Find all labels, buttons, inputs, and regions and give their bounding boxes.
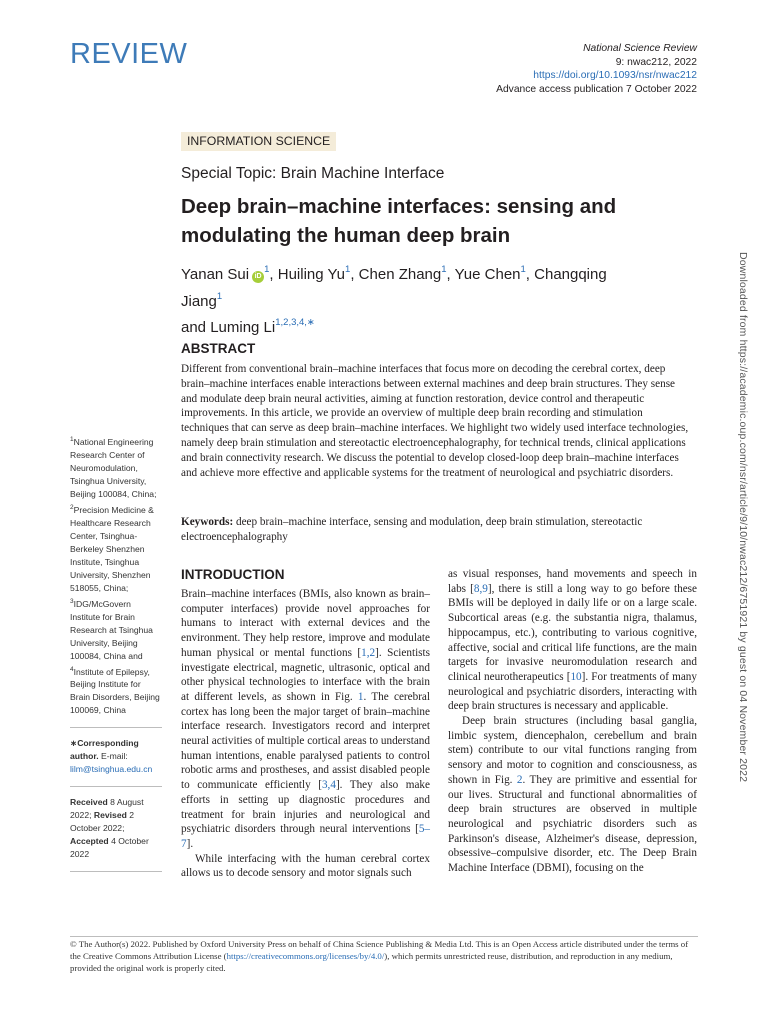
- paragraph: [448, 567, 697, 714]
- text-run: ].: [186, 837, 194, 850]
- author-name: and Luming Li: [181, 319, 276, 336]
- author-name: Huiling Yu: [277, 266, 346, 283]
- affiliation-marker[interactable]: 1,2,3,4,∗: [275, 317, 315, 328]
- affiliation-number: 2: [70, 503, 74, 511]
- journal-info: [496, 42, 697, 96]
- orcid-icon[interactable]: iD: [252, 271, 264, 283]
- keywords-label: Keywords:: [181, 516, 234, 528]
- section-heading: REVIEW: [70, 38, 188, 70]
- journal-name: National Science Review: [583, 43, 697, 54]
- author-list: Yanan Sui $iD^1$, Huiling Yu$^1$, Chen Zhang$^1$, Yue Chen$^1$, Changqing Jiang$^1$ and Luming $Li^{1,2,3,4,∗}$: [181, 264, 607, 336]
- license-text: ), which permits unrestricted reuse, distribution, and reproduction in any medium, provided the original work is properly cited.: [70, 951, 673, 974]
- special-topic: Special Topic: Brain Machine Interface: [181, 165, 445, 182]
- affiliation-marker[interactable]: 1: [441, 264, 447, 275]
- affiliation-marker[interactable]: 1: [216, 290, 223, 302]
- affiliation-text: National Engineering Research Center of Neuromodulation, Tsinghua University, Beijing 100084, China;: [70, 436, 157, 499]
- citation-link[interactable]: 10: [570, 670, 582, 683]
- text-run: Brain–machine interfaces (BMIs, also known as brain–computer interfaces) provide novel approaches for humans to interact with external devices and the environment. They help restore, improve and modulate human physical or mental functions [: [181, 588, 430, 659]
- sidebar-divider: [70, 727, 162, 728]
- affiliation-text: Institute of Epilepsy, Beijing Institute for Brain Disorders, Beijing 100069, China: [70, 666, 160, 716]
- text-run: ], there is still a long way to go before these BMIs will be deployed in daily life or on a large scale. Subcortical areas (e.g. the substantia nigra, thalamus, hippocampus, etc.), contributing to various cognitive, affective, social and critical life functions, are the main targets for invasive neuromodulation research and clinical neurotherapeutics [: [448, 582, 697, 683]
- citation-link[interactable]: 8,9: [473, 582, 488, 595]
- affiliation-text: Precision Medicine & Healthcare Research Center, Tsinghua-Berkeley Shenzhen Institute, Tsinghua University, Shenzhen 518055, China;: [70, 504, 154, 593]
- advance-access-date: Advance access publication 7 October 2022: [496, 83, 697, 95]
- text-run: ]. For treatments of many neurological and psychiatric disorders, interacting with deep brain structures is necessary and applicable.: [448, 670, 697, 713]
- citation-link[interactable]: 2: [516, 773, 523, 786]
- license-notice: [70, 938, 698, 975]
- paragraph: While interfacing with the human cerebral cortex allows us to decode sensory and motor signals such: [181, 852, 430, 880]
- email-link[interactable]: lilm@tsinghua.edu.cn: [70, 764, 153, 775]
- revised-label: Revised: [93, 810, 127, 821]
- author-name: Yue Chen: [454, 266, 521, 283]
- keywords: [181, 515, 693, 545]
- text-run: as visual responses, hand movements and speech in labs [: [448, 568, 697, 595]
- body-column-left: [181, 587, 430, 881]
- download-notice: Downloaded from https://academic.oup.com/nsr/article/9/10/nwac212/6751921 by guest on 04 November 2022: [737, 252, 749, 783]
- text-run: . They are primitive and essential for our lives. Structural and functional abnormalities of deep brain structures are observed in multiple neurological and psychiatric disorders such as Parkinson's disease, Alzheimer's disease, depression, obsessive–compulsive disorder, etc. The Deep Brain Machine Interface (DBMI), focusing on the: [448, 773, 697, 875]
- affiliation-text: IDG/McGovern Institute for Brain Research at Tsinghua University, Beijing 100084, China and: [70, 598, 153, 661]
- affiliation-marker[interactable]: 1: [345, 264, 351, 275]
- license-link[interactable]: https://creativecommons.org/licenses/by/4.0/: [226, 951, 385, 962]
- author-name: Yanan Sui: [181, 266, 250, 283]
- email-label: E-mail:: [101, 751, 128, 762]
- citation-link[interactable]: 1,2: [361, 646, 376, 659]
- citation: 9: nwac212, 2022: [615, 56, 697, 68]
- citation-link[interactable]: 1: [357, 690, 364, 703]
- footer-divider: [70, 936, 698, 937]
- accepted-label: Accepted: [70, 836, 109, 847]
- abstract-text: Different from conventional brain–machine interfaces that focus more on decoding the cerebral cortex, deep brain–machine interfaces enable interactions between external machines and deep brain structures. They sense and modulate deep brain neural activities, aiming at function restoration, device control and therapeutic improvements. In this article, we provide an overview of multiple deep brain recording and stimulation techniques that can serve as deep brain–machine interfaces. We highlight two widely used interface technologies, namely deep brain stimulation and stereotactic electroencephalography, for technical trends, clinical applications and brain connectivity research. We discuss the potential to develop closed-loop deep brain–machine interfaces and achieve more effective and applicable systems for the treatment of neurological and psychiatric disorders.: [181, 363, 689, 479]
- introduction-heading: INTRODUCTION: [181, 567, 285, 582]
- affiliation-number: 3: [70, 597, 74, 605]
- paragraph: [181, 587, 430, 852]
- article-title: Deep brain–machine interfaces: sensing and modulating the human deep brain: [181, 195, 617, 247]
- citation-link[interactable]: 3,4: [321, 779, 336, 792]
- affiliation-sidebar: [70, 433, 162, 881]
- affiliations: [70, 433, 162, 717]
- affiliation-marker[interactable]: 1: [520, 264, 526, 275]
- revised-date: 2 October 2022;: [70, 810, 135, 834]
- citation-link[interactable]: 5–7: [181, 823, 430, 850]
- paragraph: [448, 714, 697, 876]
- author-name: Changqing Jiang: [181, 266, 607, 310]
- accepted-date: 4 October 2022: [70, 836, 149, 860]
- received-date: 8 August 2022;: [70, 797, 144, 821]
- abstract-heading: ABSTRACT: [181, 341, 256, 356]
- affiliation-marker[interactable]: 1: [264, 264, 270, 275]
- body-column-right: [448, 567, 697, 876]
- history-dates: [70, 796, 162, 861]
- text-run: Deep brain structures (including basal ganglia, limbic system, diencephalon, cerebellum and brain stem) contribute to our vital functions ranging from sensory and motor to cognition and consciousness, as shown in Fig.: [448, 715, 697, 786]
- subject-tag: INFORMATION SCIENCE: [181, 132, 336, 151]
- license-text: © The Author(s) 2022. Published by Oxford University Press on behalf of China Science Publishing & Media Ltd. This is an Open Access article distributed under the terms of the Creative Commons Attribution License (: [70, 939, 689, 962]
- affiliation-number: 1: [70, 436, 74, 443]
- keywords-text: deep brain–machine interface, sensing and modulation, deep brain stimulation, stereotactic electroencephalography: [181, 516, 643, 543]
- received-label: Received: [70, 797, 108, 808]
- sidebar-divider: [70, 871, 162, 872]
- affiliation-number: 4: [70, 665, 74, 673]
- text-run: . The cerebral cortex has long been the major target of brain–machine interface research. Investigators record and interpret neural activities of multiple cortical areas to understand human intentions, enable paralysed patients to control robotic arms and prostheses, and assist disabled people to communicate efficiently [: [181, 690, 430, 792]
- sidebar-divider: [70, 786, 162, 787]
- doi-link[interactable]: https://doi.org/10.1093/nsr/nwac212: [533, 70, 697, 82]
- text-run: ]. They also make efforts in setting up diagnostic procedures and treatment for brain injuries and neurological and psychiatric disorders through neural interventions [: [181, 779, 430, 836]
- author-name: Chen Zhang: [358, 266, 442, 283]
- corresponding-author: [70, 737, 162, 776]
- text-run: ]. Scientists investigate electrical, magnetic, ultrasonic, optical and other physical technologies to interface with the brain at different levels, as shown in Fig.: [181, 646, 430, 703]
- corresponding-label: ∗Corresponding author.: [70, 738, 139, 762]
